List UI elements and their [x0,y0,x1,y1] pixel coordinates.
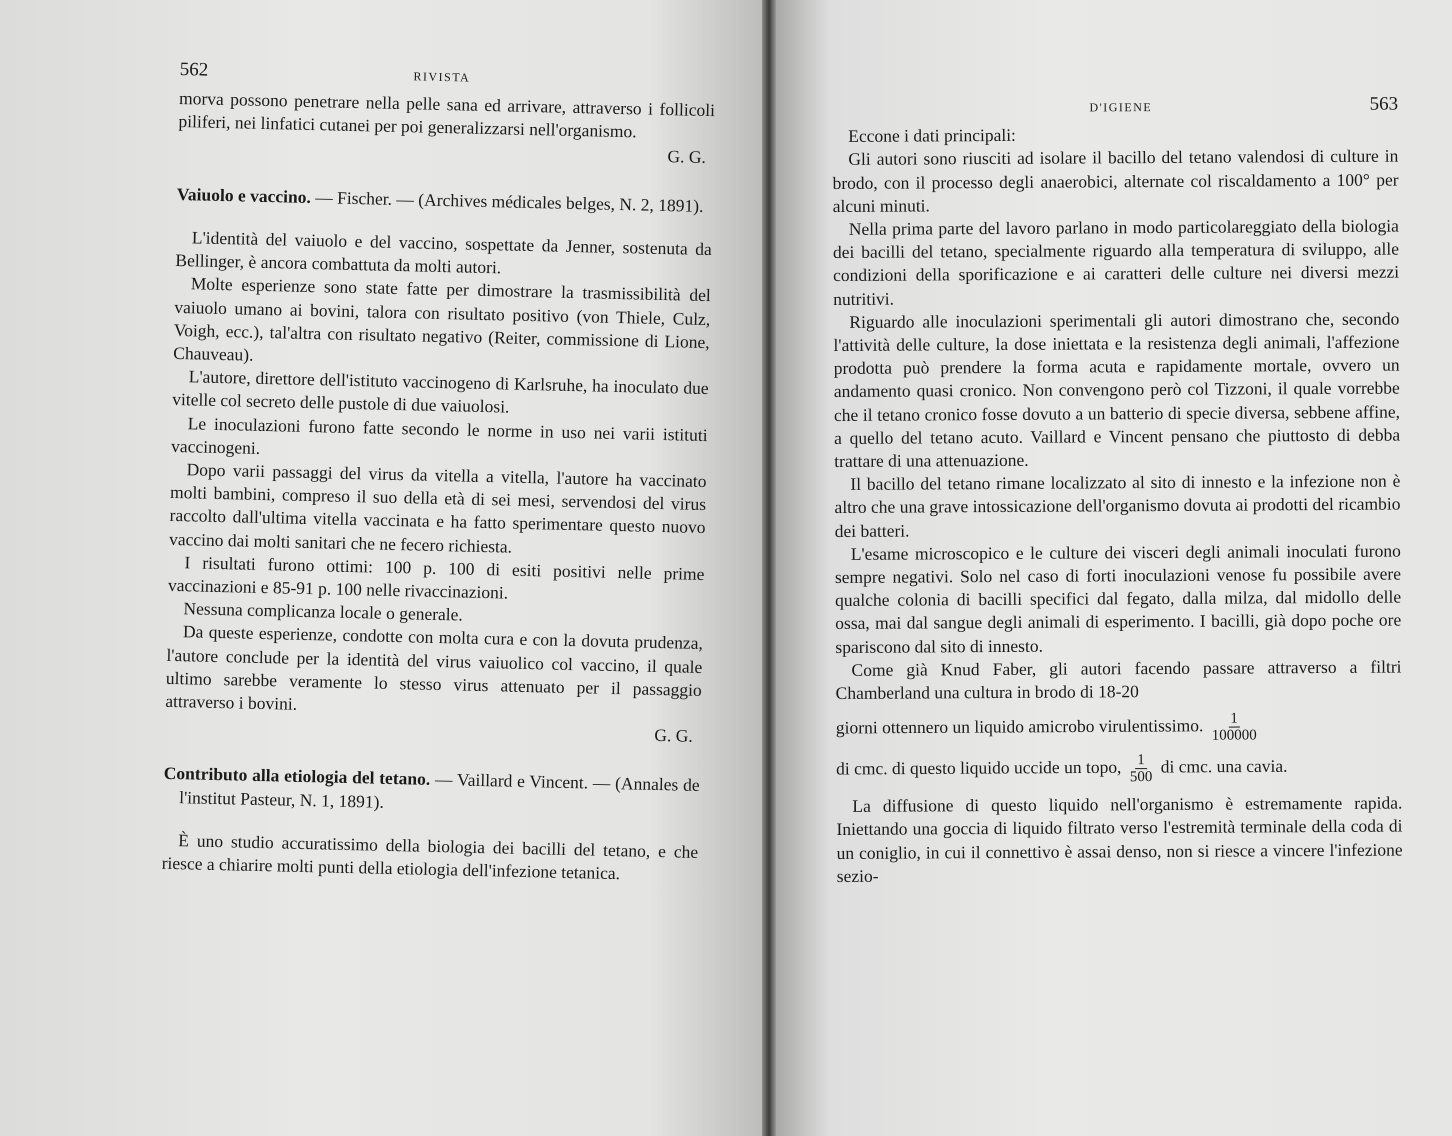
paragraph: Eccone i dati principali: [848,125,1016,147]
fraction [1130,752,1153,785]
paragraph: L'identità del vaiuolo e del vaccino, sospettate da Jenner, sostenuta da Bellinger, è ancora combattuta da molti autori. [175,227,713,278]
fraction-numerator: 1 [1135,752,1147,769]
article-title-source: — Vaillard e Vincent. — (Annales de l'institut Pasteur, N. 1, 1891). [179,769,700,812]
fraction [1212,711,1257,744]
paragraph: Dopo varii passaggi del virus da vitella a vitella, l'autore ha vaccinato molti bambini, compreso il suo della età di sei mesi, servendosi del virus raccolto dall'ultima vitella vaccinata e ha fatto sperimentare questo nuovo vaccino dai molti sanitari che ne fecero richiesta. [168,459,707,557]
right-running-head [832,93,1398,122]
text: giorni ottennero un liquido amicrobo virulentissimo. [835,715,1204,738]
paragraph-fraction-line [836,710,1402,746]
paragraph: Il bacillo del tetano rimane localizzato al sito di innesto e la infezione non è altro che una grave intossicazione dell'organismo dovuta ai prodotti del ricambio dei batteri. [834,470,1401,541]
paragraph: Riguardo alle inoculazioni sperimentali gli autori dimostrano che, secondo l'attività delle culture, la dose iniettata e la resistenza degli animali, l'affezione prodotta può prendere la forma acuta e rapidamente mortale, ovvero un andamento quasi cronico. Non convengono però col Tizzoni, il quale vorrebbe che il tetano cronico fosse dovuto a un batterio di specie diversa, sebbene affine, a quello del tetano acuto. Vaillard e Vincent pensano che piuttosto di debba trattare di una attenuazione. [833,308,1401,472]
article-title [177,183,713,218]
paragraph: Gli autori sono riusciti ad isolare il bacillo del tetano valendosi di culture in brodo, con il processo degli anaerobici, alternate col riscaldamento a 100° per alcuni minuti. [832,145,1399,216]
paragraph: Le inoculazioni furono fatte secondo le norme in uso nei varii istituti vaccinogeni. [170,412,708,458]
right-page-content [832,93,1403,889]
right-running-title: D'IGIENE [1089,100,1153,115]
fraction-denominator: 500 [1129,769,1153,786]
book-gutter [762,0,776,1136]
left-page-content [161,58,715,887]
fraction-numerator: 1 [1228,711,1240,728]
paragraph: I risultati furono ottimi: 100 p. 100 di esiti positivi nelle prime vaccinazioni e 85-91 p. 100 nelle rivaccinazioni. [167,552,705,603]
fraction-denominator: 100000 [1211,727,1257,744]
text: di cmc. di questo liquido uccide un topo, [836,757,1122,779]
text: di cmc. una cavia. [1160,756,1288,777]
paragraph-fraction-line [836,751,1402,787]
signature: G. G. [654,725,693,747]
left-page-number: 562 [179,58,209,81]
paragraph: morva possono penetrare nella pelle sana ed arrivare, attraverso i follicoli piliferi, nei linfatici cutanei per poi generalizzarsi nell'organismo. [178,88,716,142]
article-title-bold: Vaiuolo e vaccino. [176,183,312,207]
article-title [163,762,700,821]
paragraph: L'autore, direttore dell'istituto vaccinogeno di Karlsruhe, ha inoculato due vitelle col secreto delle pustole di due vaiuolosi. [172,366,709,417]
signature: G. G. [667,145,707,167]
paragraph: Molte esperienze sono state fatte per dimostrare la trasmissibilità del vaiuolo umano ai bovini, talora con risultato positivo (von Thiele, Culz, Voigh, ecc.), tal'altra con risultato negativo (Reiter, commissione di Lione, Chauveau). [173,273,711,365]
paragraph: Come già Knud Faber, gli autori facendo passare attraverso a filtri Chamberland una cultura in brodo di 18-20 [835,656,1402,704]
paragraph: Nessuna complicanza locale o generale. [183,598,464,625]
paragraph: È uno studio accuratissimo della biologia dei bacilli del tetano, e che riesce a chiarire molti punti della etiologia dell'infezione tetanica. [161,830,699,884]
paragraph: La diffusione di questo liquido nell'organismo è estremamente rapida. Iniettando una goccia di liquido filtrato verso l'estremità terminale della coda di un coniglio, in cui il connettivo è assai denso, non si riesce a vincere l'infezione sezio- [836,792,1403,886]
paragraph: Nella prima parte del lavoro parlano in modo particolareggiato della biologia dei bacilli del tetano, specialmente riguardo alla temperatura di sviluppo, alle condizioni della sporificazione e ai caratteri delle culture nei diversi mezzi nutritivi. [832,215,1400,309]
right-page [776,0,1452,1136]
paragraph: Da queste esperienze, condotte con molta cura e con la dovuta prudenza, l'autore conclude per la identità del virus vaiuolico col vaccino, il quale ultimo sarebbe veramente lo stesso virus attenuato per il passaggio attraverso i bovini. [165,621,704,714]
right-page-number: 563 [1369,93,1399,115]
left-running-title: RIVISTA [413,69,471,85]
article-title-source: — Fischer. — (Archives médicales belges, N. 2, 1891). [310,186,704,216]
paragraph: L'esame microscopico e le culture dei visceri degli animali inoculati furono sempre negativi. Solo nel caso di forti inoculazioni venose fu possibile avere qualche colonia di bacilli specifici dal fegato, dalla milza, dal midollo delle ossa, mai dal sangue degli animali di esperimento. I bacilli, già dopo poche ore spariscono dal sito di innesto. [834,540,1402,657]
article-title-bold: Contributo alla etiologia del tetano. [163,763,431,790]
